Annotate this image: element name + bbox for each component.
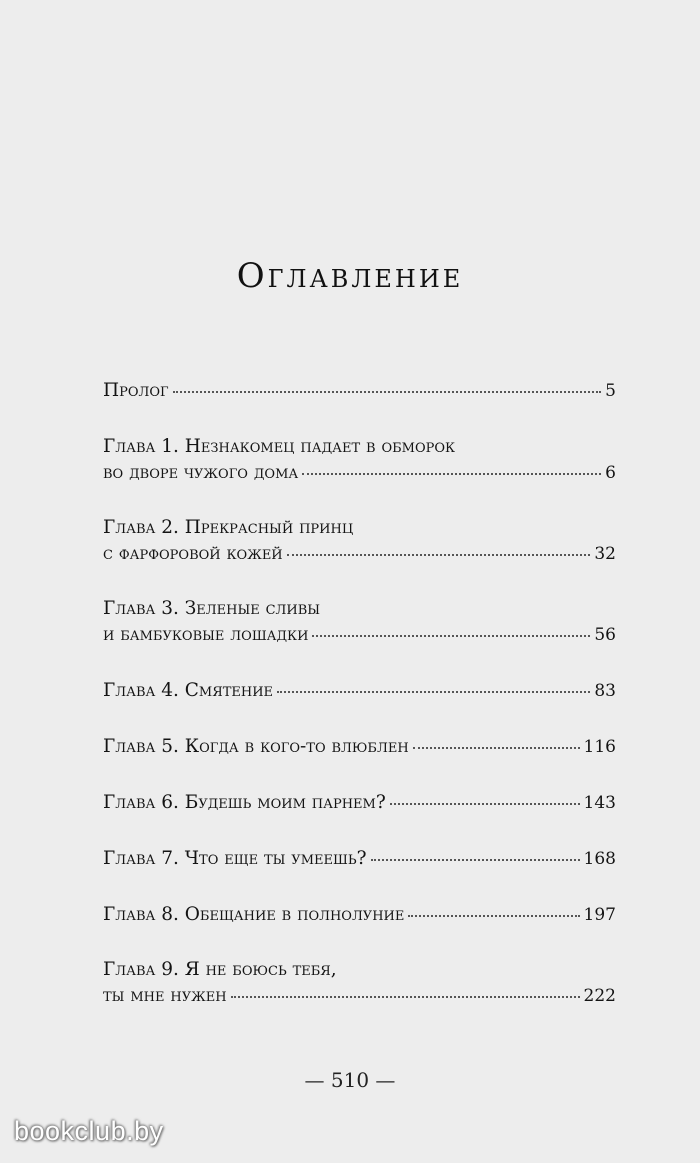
toc-entry-row <box>103 904 616 926</box>
toc-entry-row <box>103 543 616 565</box>
toc-entry-title: Глава 7. Что еще ты умеешь? <box>103 848 367 869</box>
toc-page-number: 143 <box>583 793 616 813</box>
toc-entry-chapter-3[interactable] <box>103 598 616 646</box>
toc-entry-title: Глава 5. Когда в кого-то влюблен <box>103 736 409 757</box>
toc-entry-title: Глава 6. Будешь моим парнем? <box>103 792 386 813</box>
toc-entry-title: Глава 3. Зеленые сливы <box>103 598 321 619</box>
toc-entry-row <box>103 848 616 870</box>
toc-entry-chapter-1[interactable] <box>103 436 616 484</box>
dot-leader <box>287 554 591 556</box>
dot-leader <box>312 635 590 637</box>
toc-entry-title-continued: с фарфоровой кожей <box>103 543 283 565</box>
toc-entry-chapter-2[interactable] <box>103 517 616 565</box>
toc-page-number: 222 <box>583 986 616 1007</box>
toc-entry-row <box>103 736 616 758</box>
toc-entry-row <box>103 792 616 814</box>
toc-entry-row <box>103 985 616 1007</box>
toc-entry-row <box>103 680 616 702</box>
toc-entry-title: Глава 1. Незнакомец падает в обморок <box>103 436 456 457</box>
watermark: bookclub.by <box>14 1116 164 1146</box>
dot-leader <box>231 996 580 998</box>
toc-entry-chapter-5[interactable] <box>103 736 616 758</box>
dot-leader <box>173 391 602 393</box>
toc-entry-row <box>103 380 616 402</box>
dot-leader <box>390 803 580 805</box>
toc-page-number: 197 <box>583 905 616 925</box>
toc-page-number: 116 <box>583 737 616 757</box>
toc-entry-title: Глава 4. Смятение <box>103 680 274 701</box>
toc-page-number: 6 <box>605 463 616 484</box>
toc-entry-row <box>103 462 616 484</box>
toc-page-number: 83 <box>594 681 616 701</box>
toc-entry-row <box>103 624 616 646</box>
toc-entry-title: Глава 8. Обещание в полнолуние <box>103 904 405 925</box>
toc-entry-title-continued: и бамбуковые лошадки <box>103 624 309 646</box>
toc-page-number: 168 <box>583 849 616 869</box>
toc-entry-title: Глава 9. Я не боюсь тебя, <box>103 959 337 980</box>
toc-entry-title: Пролог <box>103 380 169 401</box>
dot-leader <box>277 691 590 693</box>
toc-entry-title: Глава 2. Прекрасный принц <box>103 517 354 538</box>
dot-leader <box>302 473 601 475</box>
toc-entry-title-continued: во дворе чужого дома <box>103 462 299 484</box>
page-number-footer: — 510 — <box>304 1068 396 1092</box>
toc-entry-chapter-9[interactable] <box>103 959 616 1007</box>
toc-entry-chapter-8[interactable] <box>103 904 616 926</box>
dot-leader <box>408 915 579 917</box>
toc-entry-chapter-4[interactable] <box>103 680 616 702</box>
dot-leader <box>371 859 580 861</box>
page-title: Оглавление <box>236 256 464 296</box>
toc-entry-prologue[interactable] <box>103 380 616 402</box>
toc-entry-chapter-7[interactable] <box>103 848 616 870</box>
toc-page-number: 32 <box>594 544 616 565</box>
toc-page-number: 5 <box>605 381 616 401</box>
toc-page-number: 56 <box>594 625 616 646</box>
dot-leader <box>413 747 580 749</box>
toc-entry-title-continued: ты мне нужен <box>103 985 227 1007</box>
toc-entry-chapter-6[interactable] <box>103 792 616 814</box>
